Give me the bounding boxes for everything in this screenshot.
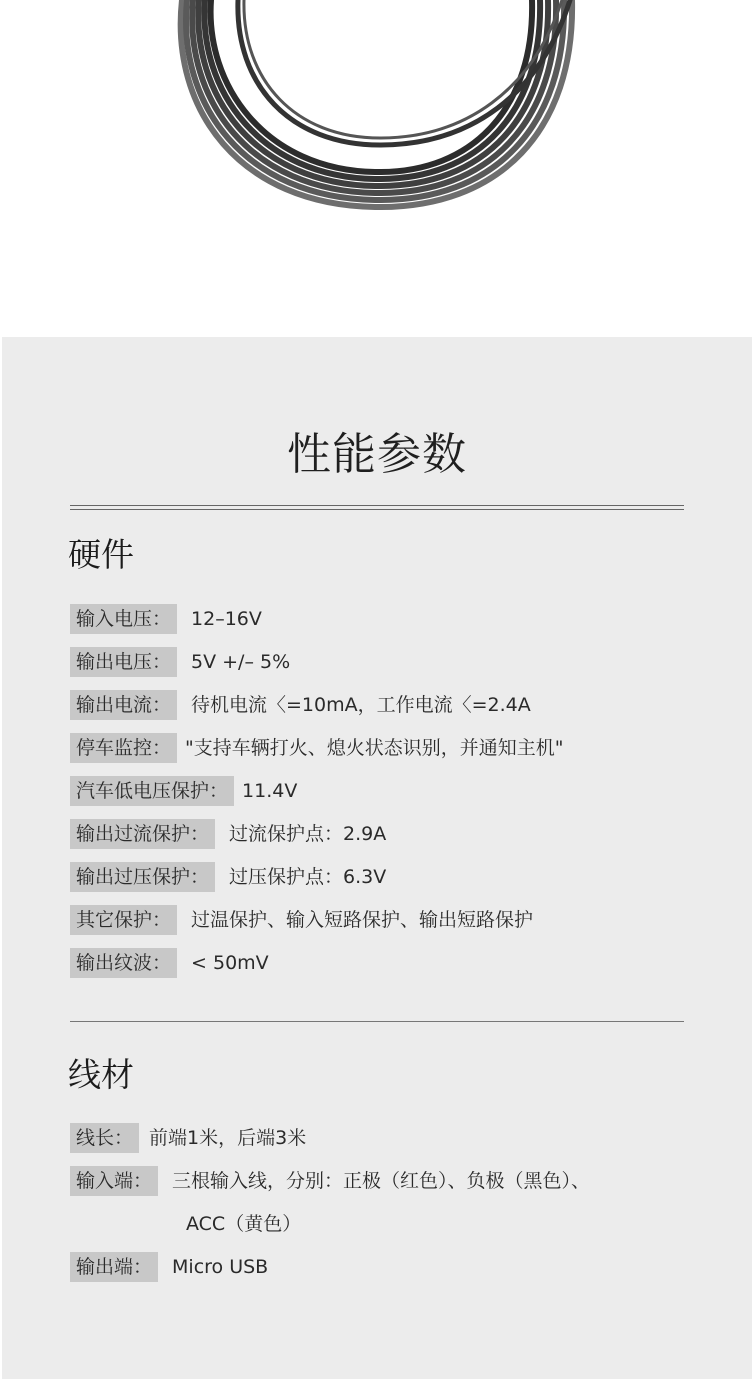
spec-row-input-voltage: [70, 604, 262, 634]
page-title: 性能参数: [287, 429, 467, 480]
spec-label: 其它保护：: [70, 905, 177, 935]
spec-label: 输出纹波：: [70, 948, 177, 978]
spec-row-output-current: [70, 690, 531, 720]
spec-row-overvoltage-protection: [70, 862, 386, 892]
section-divider: [70, 1021, 684, 1022]
spec-value: 11.4V: [242, 780, 298, 802]
spec-value: "支持车辆打火、熄火状态识别，并通知主机": [185, 737, 564, 759]
section-heading-cable: 线材: [68, 1055, 134, 1094]
spec-label: 输出过压保护：: [70, 862, 215, 892]
spec-value: 过流保护点：2.9A: [229, 823, 387, 845]
spec-label: 线长：: [70, 1123, 139, 1153]
spec-row-input-end: [70, 1166, 590, 1196]
title-divider: [70, 505, 684, 510]
spec-value: 过压保护点：6.3V: [229, 866, 387, 888]
spec-label: 输入电压：: [70, 604, 177, 634]
spec-label: 输出电压：: [70, 647, 177, 677]
spec-row-overcurrent-protection: [70, 819, 386, 849]
spec-row-output-end: [70, 1252, 268, 1282]
spec-row-cable-length: [70, 1123, 306, 1153]
spec-value: 前端1米，后端3米: [149, 1127, 307, 1149]
spec-panel: [2, 337, 752, 1379]
spec-label: 停车监控：: [70, 733, 177, 763]
spec-value: < 50mV: [191, 952, 269, 974]
product-image-area: [0, 0, 754, 337]
spec-row-other-protection: [70, 905, 533, 935]
spec-label: 输入端：: [70, 1166, 158, 1196]
spec-row-output-ripple: [70, 948, 269, 978]
spec-value: Micro USB: [172, 1256, 269, 1278]
spec-row-parking-monitor: [70, 733, 564, 763]
spec-value: 5V +/– 5%: [191, 651, 291, 673]
spec-row-output-voltage: [70, 647, 290, 677]
spec-label: 输出过流保护：: [70, 819, 215, 849]
spec-value: 三根输入线，分别：正极（红色）、负极（黑色）、: [172, 1170, 591, 1192]
spec-value: 过温保护、输入短路保护、输出短路保护: [191, 909, 534, 931]
spec-value: 12–16V: [191, 608, 262, 630]
spec-row-low-voltage-protection: [70, 776, 297, 806]
section-heading-hardware: 硬件: [68, 535, 134, 574]
spec-label: 输出电流：: [70, 690, 177, 720]
coiled-cable-image: [0, 0, 754, 337]
spec-label: 输出端：: [70, 1252, 158, 1282]
spec-value: 待机电流〈=10mA，工作电流〈=2.4A: [191, 694, 531, 716]
spec-value-continuation: ACC（黄色）: [186, 1213, 302, 1235]
spec-label: 汽车低电压保护：: [70, 776, 234, 806]
